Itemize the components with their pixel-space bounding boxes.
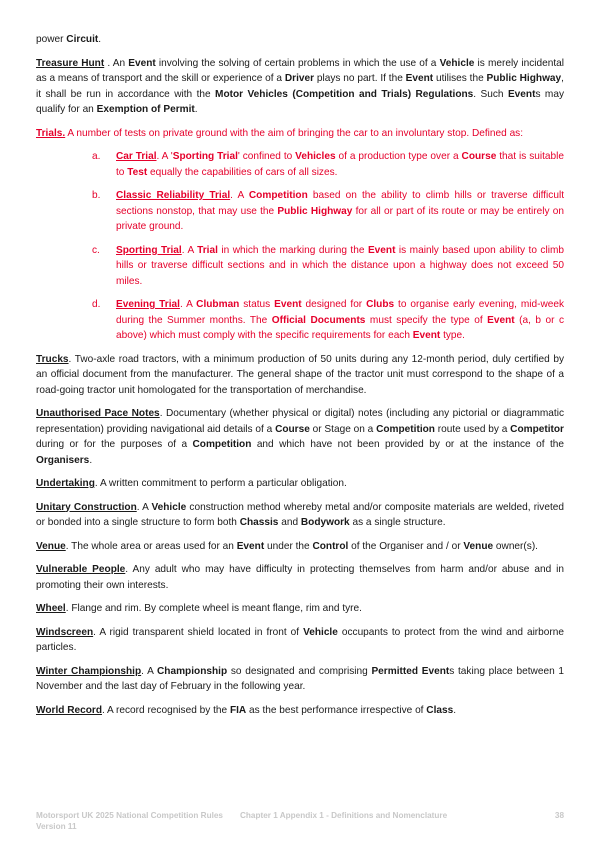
defined-term-reference: Exemption of Permit xyxy=(96,104,195,115)
defined-term-reference: Competition xyxy=(192,439,252,450)
defined-term-reference: Test xyxy=(127,166,148,178)
definition-term: Undertaking xyxy=(36,478,95,489)
definition-paragraph: Undertaking. A written commitment to perform a particular obligation. xyxy=(36,478,347,489)
definition-term: Wheel xyxy=(36,603,66,614)
definition-trials: Trials. A number of tests on private ground with the aim of bringing the car to an involuntary stop. Defined as: xyxy=(36,127,524,139)
defined-term-reference: Clubman xyxy=(196,299,240,310)
subitem-letter: a. xyxy=(92,151,101,162)
defined-term-reference: Vehicle xyxy=(303,626,338,638)
defined-term-reference: Event xyxy=(128,57,156,69)
definition-term: Evening Trial xyxy=(116,299,180,310)
defined-term-reference: Event xyxy=(487,314,515,326)
definition-term: Trucks xyxy=(36,353,69,365)
subitem-letter: b. xyxy=(92,190,101,201)
trials-subitem: d. Evening Trial. A Clubman status Event designed for Clubs to organise early evening, mid-week during the Summer months. The Official Documents must specify the type of Event (a, b or c above) which must comply with the specific requirements for each Event type. xyxy=(36,297,564,344)
defined-term-reference: FIA xyxy=(229,704,247,716)
definition-term: Unauthorised Pace Notes xyxy=(36,408,160,419)
defined-term-reference: Event xyxy=(507,88,536,100)
defined-term-reference: Course xyxy=(461,151,497,162)
trials-subitem: b. Classic Reliability Trial. A Competition based on the ability to climb hills or traverse difficult sections nonstop, that may use the Public Highway for all or part of its route or may be entirely on private ground. xyxy=(36,188,564,235)
definition-paragraph: Windscreen. A rigid transparent shield located in front of Vehicle occupants to protect from the wind and airborne particles. xyxy=(36,626,564,653)
definition-term: Sporting Trial xyxy=(116,244,182,256)
defined-term-reference: Vehicles xyxy=(295,151,336,162)
definition-treasure-hunt: Treasure Hunt . An Event involving the solving of certain problems in which the use of a Vehicle is merely incidental as a means of transport and the skill or experience of a Driver plays no part. If the Event utilises the Public Highway, it shall be run in accordance with the Motor Vehicles (Competition and Trials) Regulations. Such Events may qualify for an Exemption of Permit. xyxy=(36,57,565,115)
defined-term-reference: Class xyxy=(426,704,454,716)
definition-term: Classic Reliability Trial xyxy=(116,190,231,201)
defined-term-reference: Bodywork xyxy=(300,517,350,528)
defined-term-reference: Official Documents xyxy=(271,314,366,326)
definition-paragraph: Wheel. Flange and rim. By complete wheel is meant flange, rim and tyre. xyxy=(36,603,362,614)
footer-publication: Motorsport UK 2025 National Competition Rules xyxy=(36,811,223,820)
subitem-letter: c. xyxy=(92,244,100,256)
definition-paragraph: Unitary Construction. A Vehicle construction method whereby metal and/or composite materials are welded, riveted or bonded into a single structure to form both Chassis and Bodywork as a single structure. xyxy=(36,501,564,528)
defined-term-reference: Trial xyxy=(197,244,218,256)
definition-paragraph: Venue. The whole area or areas used for an Event under the Control of the Organiser and / or Venue owner(s). xyxy=(36,540,538,552)
definition-term: Vulnerable People xyxy=(36,564,126,575)
defined-term-reference: Competition xyxy=(248,190,308,201)
defined-term-reference: Championship xyxy=(157,665,228,677)
defined-term-reference: Venue xyxy=(463,540,494,552)
definition-paragraph: Winter Championship. A Championship so designated and comprising Permitted Events taking place between 1 November and the last day of February in the following year. xyxy=(36,665,565,692)
definition-term: Car Trial xyxy=(116,151,157,162)
defined-term-reference: Motor Vehicles (Competition and Trials) Regulations xyxy=(215,88,474,100)
defined-term-reference: Permitted Event xyxy=(371,665,450,677)
footer-page-number: 38 xyxy=(554,811,564,820)
definition-term: Venue xyxy=(36,540,66,552)
defined-term-reference: Sporting Trial xyxy=(172,151,238,162)
definition-paragraph: Trucks. Two-axle road tractors, with a minimum production of 50 units during any 12-month period, duly certified by an official document from the manufacturer. The general shape of the tractor unit must correspond to the shape of a road-going tractor unit homologated for the transportation of merchandise. xyxy=(36,353,564,396)
definition-term: Unitary Construction xyxy=(36,501,137,513)
definition-term: Trials. xyxy=(36,127,66,139)
defined-term-reference: Vehicle xyxy=(151,501,187,513)
definitions-list xyxy=(36,352,564,719)
page-content xyxy=(36,32,564,726)
definition-paragraph: World Record. A record recognised by the FIA as the best performance irrespective of Class. xyxy=(36,704,457,716)
defined-term-reference: Event xyxy=(274,299,302,310)
intro-paragraph: power Circuit. xyxy=(36,34,102,45)
definition-term: Windscreen xyxy=(36,626,94,638)
defined-term-reference: Control xyxy=(312,540,349,552)
definition-paragraph: Vulnerable People. Any adult who may have difficulty in protecting themselves from harm and/or abuse and in promoting their own interests. xyxy=(36,564,564,591)
trials-subitem: a. Car Trial. A 'Sporting Trial' confined to Vehicles of a production type over a Course that is suitable to Test equally the capabilities of cars of all sizes. xyxy=(36,149,564,180)
defined-term-reference: Competition xyxy=(376,423,435,435)
definition-term: Winter Championship xyxy=(36,665,142,677)
defined-term-reference: Event xyxy=(405,73,434,84)
defined-term-reference: Event xyxy=(236,540,265,552)
definition-term: World Record xyxy=(36,704,102,716)
defined-term-reference: Event xyxy=(367,244,396,256)
defined-term-reference: Course xyxy=(275,423,310,435)
defined-term-reference: Vehicle xyxy=(439,57,475,69)
subitem-letter: d. xyxy=(92,299,101,310)
trials-sublist xyxy=(36,149,564,344)
defined-term-reference: Event xyxy=(412,330,441,341)
defined-term-reference: Public Highway xyxy=(486,73,562,84)
defined-term-reference: Clubs xyxy=(366,299,395,310)
defined-term-reference: Driver xyxy=(284,73,315,84)
trials-subitem: c. Sporting Trial. A Trial in which the marking during the Event is mainly based upon ability to climb hills or traverse difficult sections and in which the distance upon a highway does not exceed 50 miles. xyxy=(36,243,564,290)
defined-term-reference: Organisers xyxy=(36,454,90,466)
defined-term-reference: Competitor xyxy=(510,423,564,435)
definition-term: Treasure Hunt xyxy=(36,57,105,69)
defined-term-reference: Chassis xyxy=(239,517,279,528)
defined-term-reference: Public Highway xyxy=(277,205,353,217)
footer-chapter: Chapter 1 Appendix 1 - Definitions and Nomenclature xyxy=(240,811,448,820)
footer-version: Version 11 xyxy=(36,822,77,831)
definition-paragraph: Unauthorised Pace Notes. Documentary (whether physical or digital) notes (including any pictorial or diagrammatic representation) providing navigational aid details of a Course or Stage on a Competition route used by a Competitor during or for the purposes of a Competition and which have not been provided by or at the instance of the Organisers. xyxy=(36,408,565,466)
